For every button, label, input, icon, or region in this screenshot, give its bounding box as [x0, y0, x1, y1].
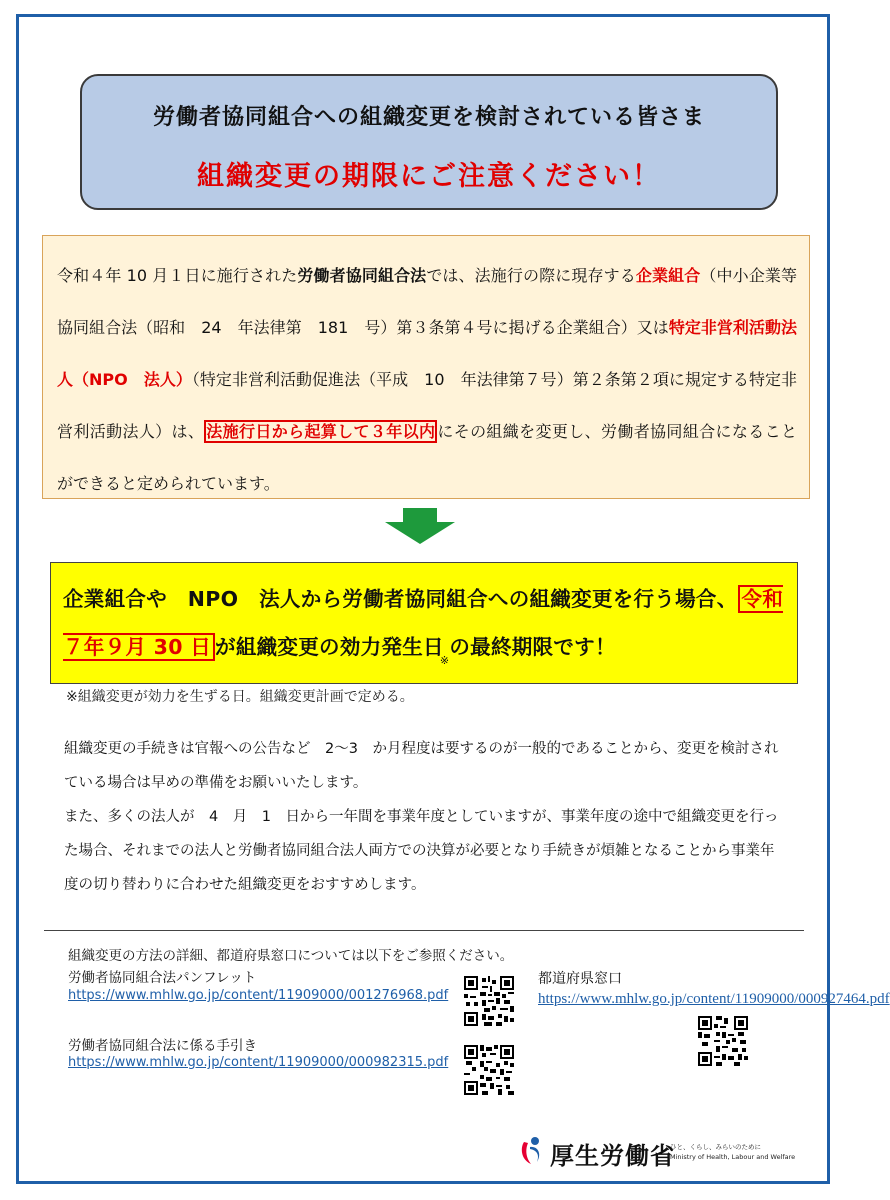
guide-link[interactable]: https://www.mhlw.go.jp/content/11909000/000982315.pdf — [68, 1055, 449, 1070]
info-text: （中小企業等協同組合法（昭和 24 年法律第 181 号）第３条第４号に掲げる企業組合）又は — [57, 266, 797, 337]
info-text: 令和４年 10 月１日に施行された — [57, 266, 298, 285]
footnote-mark: ※ — [439, 654, 450, 667]
enterprise-union-highlight: 企業組合 — [635, 266, 701, 285]
deadline-text: 企業組合や NPO 法人から労働者協同組合への組織変更を行う場合、 — [63, 587, 738, 611]
three-year-deadline-highlight: 法施行日から起算して３年以内 — [206, 422, 436, 441]
deadline-date: 令和７年９月 30 日 — [63, 587, 784, 659]
ministry-tagline — [670, 1142, 795, 1162]
pamphlet-label: 労働者協同組合法パンフレット — [68, 970, 257, 986]
procedure-paragraph: 組織変更の手続きは官報への公告など 2〜3 か月程度は要するのが一般的であることから、変更を検討されている場合は早めの準備をお願いいたします。 — [64, 741, 779, 791]
page-title: 労働者協同組合への組織変更を検討されている皆さま — [152, 105, 705, 130]
fiscal-year-paragraph: また、多くの法人が 4 月 1 日から一年間を事業年度としていますが、事業年度の途中で組織変更を行った場合、それまでの法人と労働者協同組合法人両方での決算が必要となり手続きが煩雑となることから事業年度の切り替わりに合わせた組織変更をおすすめします。 — [64, 809, 779, 893]
page-subtitle-warning: 組織変更の期限にご注意ください！ — [197, 161, 661, 192]
prefecture-label: 都道府県窓口 — [538, 971, 622, 987]
guide-qr-code[interactable] — [464, 1045, 514, 1095]
pamphlet-link[interactable]: https://www.mhlw.go.jp/content/11909000/001276968.pdf — [68, 988, 449, 1003]
deadline-text: が組織変更の効力発生日 — [215, 635, 444, 659]
npo-highlight: 特定非営利活動法人（NPO 法人） — [57, 318, 797, 389]
guide-label: 労働者協同組合法に係る手引き — [68, 1038, 257, 1054]
mhlw-emblem-icon — [518, 1132, 546, 1172]
info-text: では、法施行の際に現存する — [426, 266, 636, 285]
down-arrow-icon — [383, 508, 457, 544]
mhlw-logo — [518, 1132, 818, 1176]
reference-intro: 組織変更の方法の詳細、都道府県窓口については以下をご参照ください。 — [68, 948, 514, 964]
title-box — [80, 74, 778, 210]
deadline-box — [50, 562, 798, 684]
ministry-name: 厚生労働省 — [550, 1142, 675, 1170]
info-text: （特定非営利活動促進法（平成 10 年法律第７号）第２条第２項に規定する特定非営利活動法人）は、 — [57, 370, 797, 441]
law-info-box — [42, 235, 810, 499]
ministry-tagline-en: Ministry of Health, Labour and Welfare — [670, 1153, 796, 1161]
prefecture-link[interactable]: https://www.mhlw.go.jp/content/11909000/000927464.pdf — [538, 991, 890, 1007]
deadline-text: の最終期限です！ — [449, 635, 616, 659]
law-name: 労働者協同組合法 — [297, 266, 427, 285]
divider — [44, 930, 804, 931]
ministry-tagline-ja: ひと、くらし、みらいのために — [670, 1143, 761, 1151]
info-text: にその組織を変更し、労働者協同組合になることができると定められています。 — [57, 422, 797, 493]
pamphlet-qr-code[interactable] — [464, 976, 514, 1026]
prefecture-qr-code[interactable] — [698, 1016, 748, 1066]
footnote: ※組織変更が効力を生ずる日。組織変更計画で定める。 — [66, 689, 414, 705]
